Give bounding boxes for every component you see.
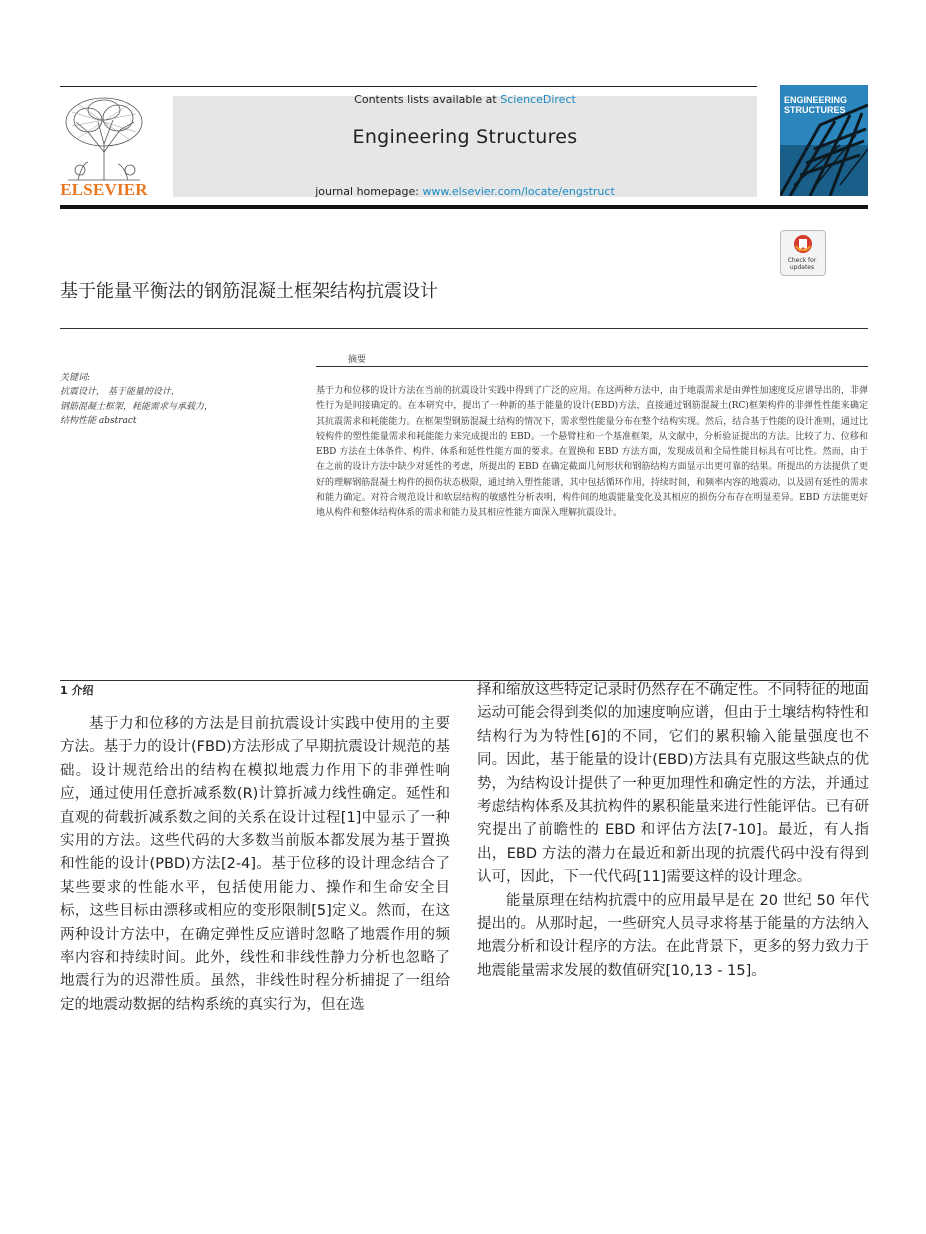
contents-line: [173, 93, 757, 106]
homepage-line: [173, 185, 757, 198]
body-column-right: [477, 679, 869, 983]
journal-title: Engineering Structures: [352, 126, 578, 148]
keyword-line: 钢筋混凝土框架，耗能需求与承载力，: [60, 402, 214, 412]
header-top-rule: [60, 86, 757, 87]
keywords-heading: 关键词:: [60, 373, 91, 383]
keyword-line: 结构性能 abstract: [60, 416, 137, 426]
title-rule: [60, 328, 868, 329]
check-updates-line2: updates: [789, 264, 815, 271]
body-paragraph: 择和缩放这些特定记录时仍然存在不确定性。不同特征的地面运动可能会得到类似的加速度响应谱，但由于土壤结构特性和结构行为为特性[6]的不同，它们的累积输入能量强度也不同。因此，基于能量的设计(EBD)方法具有克服这些缺点的优势，为结构设计提供了一种更加理性和确定性的方法，并通过考虑结构体系及其抗构件的累积能量来进行性能评估。已有研究提出了前瞻性的 EBD 和评估方法[7-10]。最近，有人指出，EBD 方法的潜力在最近和新出现的抗震代码中没有得到认可，因此，下一代代码[11]需要这样的设计理念。: [477, 682, 869, 886]
abstract-rule: [316, 366, 868, 367]
abstract-heading: 摘要: [348, 355, 367, 365]
check-updates-icon: [793, 234, 813, 256]
elsevier-wordmark: ELSEVIER: [60, 180, 148, 199]
contents-prefix: Contents lists available at: [354, 93, 501, 106]
section-heading: 1 介绍: [60, 684, 94, 697]
body-paragraph: 基于力和位移的方法是目前抗震设计实践中使用的主要方法。基于力的设计(FBD)方法形成了早期抗震设计规范的基础。设计规范给出的结构在模拟地震力作用下的非弹性响应，通过使用任意折减系数(R)计算折减力线性确定。延性和直观的荷载折减系数之间的关系在设计过程[1]中显示了一种实用的方法。这些代码的大多数当前版本都发展为基于置换和性能的设计(PBD)方法[2-4]。基于位移的设计理念结合了某些要求的性能水平，包括使用能力、操作和生命安全目标，这些目标由漂移或相应的变形限制[5]定义。然而，在这两种设计方法中，在确定弹性反应谱时忽略了地震作用的频率内容和持续时间。此外，线性和非线性静力分析也忽略了地震行为的迟滞性质。虽然，非线性时程分析捕捉了一组给定的地震动数据的结构系统的真实行为，但在选: [60, 716, 450, 1013]
body-column-left: [60, 713, 450, 1017]
homepage-prefix: journal homepage:: [315, 185, 423, 198]
article-title: 基于能量平衡法的钢筋混凝土框架结构抗震设计: [60, 281, 438, 302]
body-paragraph: 能量原理在结构抗震中的应用最早是在 20 世纪 50 年代提出的。从那时起，一些研究人员寻求将基于能量的方法纳入地震分析和设计程序的方法。在此背景下，更多的努力致力于地震能量需求发展的数值研究[10,13 - 15]。: [477, 892, 869, 979]
keyword-line: 抗震设计， 基于能量的设计，: [60, 387, 180, 397]
journal-cover: [780, 85, 868, 196]
check-updates-label: [780, 257, 824, 271]
header-bottom-rule: [60, 205, 868, 209]
cover-title-line1: ENGINEERING: [784, 95, 848, 105]
cover-title-line2: STRUCTURES: [784, 105, 846, 115]
sciencedirect-link[interactable]: ScienceDirect: [500, 93, 576, 106]
check-updates-line1: Check for: [787, 257, 817, 264]
abstract-text: 基于力和位移的设计方法在当前的抗震设计实践中得到了广泛的应用。在这两种方法中，由于地震需求是由弹性加速度反应谱导出的，非弹性行为是间接确定的。在本研究中，提出了一种新的基于能量的设计(EBD)方法，直接通过钢筋混凝土(RC)框架构件的非弹性性能来确定其抗震需求和耗能能力。在框架型钢筋混凝土结构的情况下，需求塑性能量分布在整个结构实现。然后，结合基于性能的设计准则，通过比较构件的塑性能量需求和耗能能力来完成提出的 EBD。一个悬臂柱和一个基准框架，从文献中，分析验证提出的方法。比较了力、位移和 EBD 方法在土体条件、构件、体系和延性性能方面的要求。在置换和 EBD 方法方面，发现成员和全局性能目标具有可比性。然而，由于在之前的设计方法中缺少对延性的考虑，所提出的 EBD 在确定截面几何形状和钢筋结构方面显示出更可靠的结果。所提出的方法提供了更好的理解钢筋混凝土构件的损伤状态极限，通过纳入塑性能谱，其中包括循环作用，持续时间，和频率内容的地震动，以及固有延性的需求和能力确定。对符合规范设计和软层结构的敏感性分析表明，构件间的地震能量变化及其相应的损伤分布存在明显差异。EBD 方法能更好地从构件和整体结构体系的需求和能力及其相应性能方面深入理解抗震设计。: [316, 386, 868, 519]
cover-title: [784, 95, 868, 115]
homepage-link[interactable]: www.elsevier.com/locate/engstruct: [422, 185, 615, 198]
